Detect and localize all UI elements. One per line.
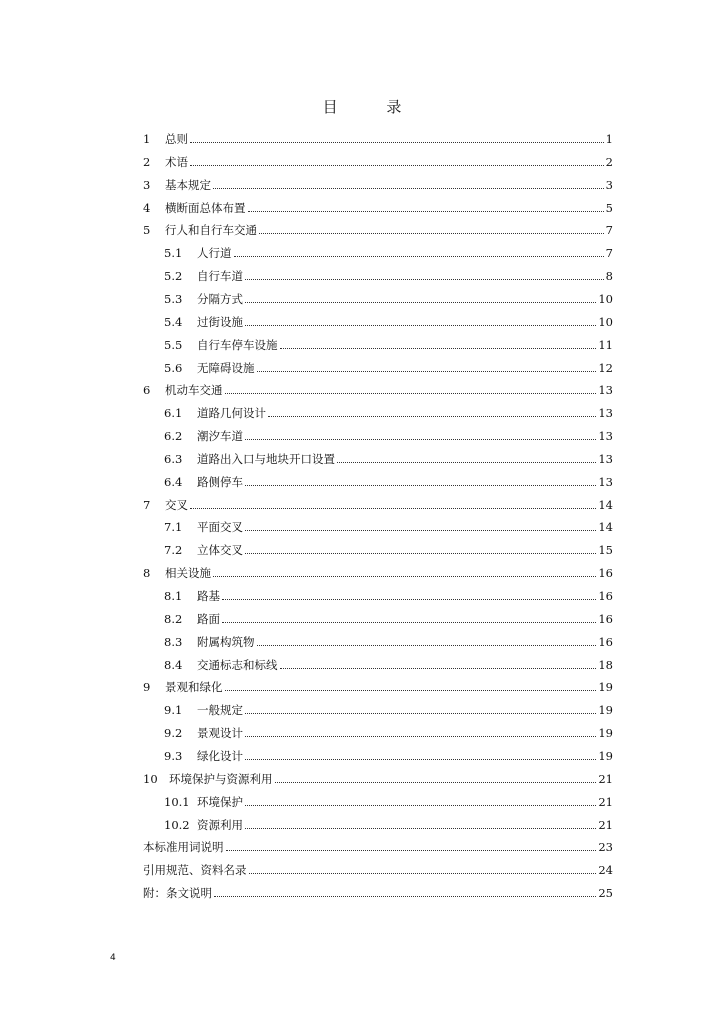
toc-entry-page: 19 [598, 703, 613, 718]
toc-entry-label: 附：条文说明 [143, 886, 212, 901]
toc-entry[interactable] [164, 697, 613, 717]
toc-entry-label: 环境保护 [197, 794, 243, 809]
toc-entry-number: 6.2 [164, 429, 183, 444]
toc-entry[interactable] [164, 812, 613, 832]
toc-entry-number: 8.4 [164, 657, 183, 672]
toc-entry[interactable] [164, 240, 613, 260]
toc-entry-number: 5.4 [164, 314, 183, 329]
toc-entry-number: 4 [143, 200, 151, 215]
toc-entry-number: 5.3 [164, 291, 183, 306]
toc-entry[interactable] [143, 766, 613, 786]
toc-entry-number: 10.2 [164, 817, 190, 832]
toc-entry-number: 6.4 [164, 474, 183, 489]
toc-entry-number: 9 [143, 680, 151, 695]
toc-dot-leader [245, 438, 596, 440]
toc-entry-number: 9.3 [164, 748, 183, 763]
toc-entry-page: 24 [598, 863, 613, 878]
toc-entry-page: 13 [598, 406, 613, 421]
toc-entry-page: 13 [598, 474, 613, 489]
toc-entry[interactable] [164, 652, 613, 672]
toc-entry-number: 10.1 [164, 794, 190, 809]
toc-dot-leader [226, 849, 597, 851]
toc-dot-leader [245, 712, 596, 714]
toc-entry[interactable] [164, 400, 613, 420]
toc-entry-label: 资源利用 [197, 817, 243, 832]
toc-entry-label: 相关设施 [165, 566, 211, 581]
toc-dot-leader [225, 392, 597, 394]
toc-dot-leader [190, 141, 604, 143]
toc-dot-leader [190, 164, 604, 166]
toc-entry[interactable] [143, 857, 613, 877]
toc-entry-page: 1 [605, 132, 613, 146]
toc-dot-leader [280, 347, 597, 349]
toc-entry-number: 5.1 [164, 246, 183, 261]
toc-entry-label: 路面 [197, 611, 220, 626]
toc-entry-label: 总则 [165, 132, 188, 146]
toc-entry-page: 23 [598, 840, 613, 855]
toc-entry[interactable] [164, 469, 613, 489]
toc-entry[interactable] [143, 126, 613, 146]
toc-dot-leader [245, 552, 596, 554]
toc-entry-label: 无障碍设施 [197, 360, 255, 375]
toc-dot-leader [257, 370, 597, 372]
toc-entry-label: 引用规范、资料名录 [143, 863, 247, 878]
toc-dot-leader [213, 187, 604, 189]
toc-entry-page: 25 [598, 886, 613, 901]
toc-entry-label: 横断面总体布置 [165, 200, 246, 215]
toc-entry-page: 2 [605, 154, 613, 169]
toc-entry-number: 8.3 [164, 634, 183, 649]
toc-dot-leader [245, 827, 596, 829]
toc-entry[interactable] [143, 172, 613, 192]
toc-entry-number: 3 [143, 177, 151, 192]
toc-entry-number: 9.2 [164, 726, 183, 741]
toc-dot-leader [259, 232, 604, 234]
toc-dot-leader [249, 872, 597, 874]
toc-entry[interactable] [164, 446, 613, 466]
toc-dot-leader [245, 758, 596, 760]
toc-entry-page: 16 [598, 611, 613, 626]
toc-entry-label: 交通标志和标线 [197, 657, 278, 672]
toc-entry-label: 绿化设计 [197, 748, 243, 763]
toc-entry-page: 8 [605, 269, 613, 284]
toc-dot-leader [245, 484, 596, 486]
toc-entry-page: 12 [598, 360, 613, 375]
toc-dot-leader [190, 507, 596, 509]
toc-entry-label: 自行车停车设施 [197, 337, 278, 352]
toc-entry-page: 16 [598, 589, 613, 603]
toc-dot-leader [248, 210, 604, 212]
toc-entry-page: 10 [598, 314, 613, 329]
toc-entry-label: 一般规定 [197, 703, 243, 718]
toc-dot-leader [214, 895, 596, 897]
toc-entry[interactable] [143, 560, 613, 580]
toc-dot-leader [245, 301, 596, 303]
toc-entry-number: 9.1 [164, 703, 183, 718]
toc-entry-label: 景观设计 [197, 726, 243, 741]
toc-entry[interactable] [143, 492, 613, 512]
toc-entry-label: 人行道 [197, 246, 232, 261]
toc-entry-label: 附属构筑物 [197, 634, 255, 649]
toc-dot-leader [225, 689, 597, 691]
toc-dot-leader [268, 415, 596, 417]
toc-entry-label: 道路几何设计 [197, 406, 266, 421]
toc-entry-number: 7.2 [164, 543, 183, 558]
toc-entry-label: 基本规定 [165, 177, 211, 192]
toc-entry-number: 10 [143, 771, 158, 786]
toc-entry-page: 19 [598, 680, 613, 695]
toc-entry[interactable] [164, 789, 613, 809]
toc-entry-label: 本标准用词说明 [143, 840, 224, 855]
toc-entry[interactable] [164, 743, 613, 763]
toc-entry[interactable] [164, 286, 613, 306]
toc-entry-number: 2 [143, 154, 151, 169]
toc-entry-page: 13 [598, 451, 613, 466]
toc-entry[interactable] [164, 263, 613, 283]
toc-entry-number: 8.1 [164, 589, 183, 603]
toc-entry-number: 5.2 [164, 269, 183, 284]
toc-entry-number: 6 [143, 383, 151, 398]
toc-entry-page: 3 [605, 177, 613, 192]
toc-dot-leader [245, 278, 604, 280]
toc-entry-label: 过街设施 [197, 314, 243, 329]
toc-entry-number: 7.1 [164, 520, 183, 535]
toc-entry-label: 潮汐车道 [197, 429, 243, 444]
toc-entry-page: 7 [605, 246, 613, 261]
toc-entry-label: 平面交叉 [197, 520, 243, 535]
toc-entry-page: 11 [598, 337, 613, 352]
toc-entry-label: 路基 [197, 589, 220, 603]
toc-entry[interactable] [143, 834, 613, 854]
toc-entry-page: 14 [598, 520, 613, 535]
toc-entry[interactable] [164, 309, 613, 329]
toc-entry-page: 14 [598, 497, 613, 512]
toc-entry[interactable] [164, 423, 613, 443]
toc-entry[interactable] [164, 514, 613, 534]
toc-entry-number: 7 [143, 497, 151, 512]
toc-entry[interactable] [143, 149, 613, 169]
toc-entry-page: 13 [598, 429, 613, 444]
toc-entry-number: 6.1 [164, 406, 183, 421]
toc-entry-page: 15 [598, 543, 613, 558]
toc-entry-label: 路侧停车 [197, 474, 243, 489]
toc-entry[interactable] [143, 674, 613, 694]
toc-entry-label: 分隔方式 [197, 291, 243, 306]
toc-entry-number: 6.3 [164, 451, 183, 466]
toc-entry-page: 21 [598, 794, 613, 809]
toc-entry-label: 环境保护与资源利用 [169, 771, 273, 786]
toc-entry[interactable] [164, 606, 613, 626]
toc-entry-label: 立体交叉 [197, 543, 243, 558]
toc-dot-leader [245, 804, 596, 806]
toc-entry-page: 5 [605, 200, 613, 215]
toc-entry-label: 道路出入口与地块开口设置 [197, 451, 335, 466]
toc-entry[interactable] [143, 217, 613, 237]
toc-entry[interactable] [164, 355, 613, 375]
toc-entry[interactable] [164, 332, 613, 352]
toc-entry-label: 交叉 [165, 497, 188, 512]
toc-entry-page: 18 [598, 657, 613, 672]
toc-dot-leader [337, 461, 596, 463]
toc-entry[interactable] [164, 537, 613, 557]
toc-dot-leader [213, 575, 596, 577]
page-number: 4 [110, 953, 116, 963]
toc-dot-leader [280, 667, 597, 669]
toc-entry[interactable] [164, 583, 613, 603]
toc-entry[interactable] [143, 377, 613, 397]
toc-dot-leader [222, 598, 596, 600]
toc-entry-number: 5.6 [164, 360, 183, 375]
toc-dot-leader [245, 324, 596, 326]
toc-entry-page: 21 [598, 817, 613, 832]
toc-entry-page: 10 [598, 291, 613, 306]
toc-dot-leader [222, 621, 596, 623]
toc-entry-page: 21 [598, 771, 613, 786]
toc-entry-label: 景观和绿化 [165, 680, 223, 695]
toc-dot-leader [245, 735, 596, 737]
toc-title: 目 录 [322, 98, 424, 116]
toc-entry-page: 19 [598, 726, 613, 741]
toc-entry[interactable] [164, 629, 613, 649]
toc-dot-leader [257, 644, 597, 646]
toc-entry[interactable] [143, 195, 613, 215]
toc-entry-label: 术语 [165, 154, 188, 169]
toc-dot-leader [275, 781, 597, 783]
toc-entry-label: 自行车道 [197, 269, 243, 284]
toc-entry-label: 机动车交通 [165, 383, 223, 398]
toc-entry[interactable] [164, 720, 613, 740]
toc-dot-leader [245, 529, 596, 531]
toc-entry-page: 16 [598, 634, 613, 649]
toc-entry-number: 5.5 [164, 337, 183, 352]
toc-entry-number: 8.2 [164, 611, 183, 626]
toc-entry-number: 5 [143, 223, 151, 238]
toc-dot-leader [234, 255, 604, 257]
toc-entry-number: 1 [143, 132, 151, 146]
toc-entry[interactable] [143, 880, 613, 900]
toc-entry-page: 16 [598, 566, 613, 581]
toc-entry-number: 8 [143, 566, 151, 581]
toc-entry-page: 7 [605, 223, 613, 238]
toc-entry-page: 19 [598, 748, 613, 763]
toc-entry-label: 行人和自行车交通 [165, 223, 257, 238]
toc-entry-page: 13 [598, 383, 613, 398]
